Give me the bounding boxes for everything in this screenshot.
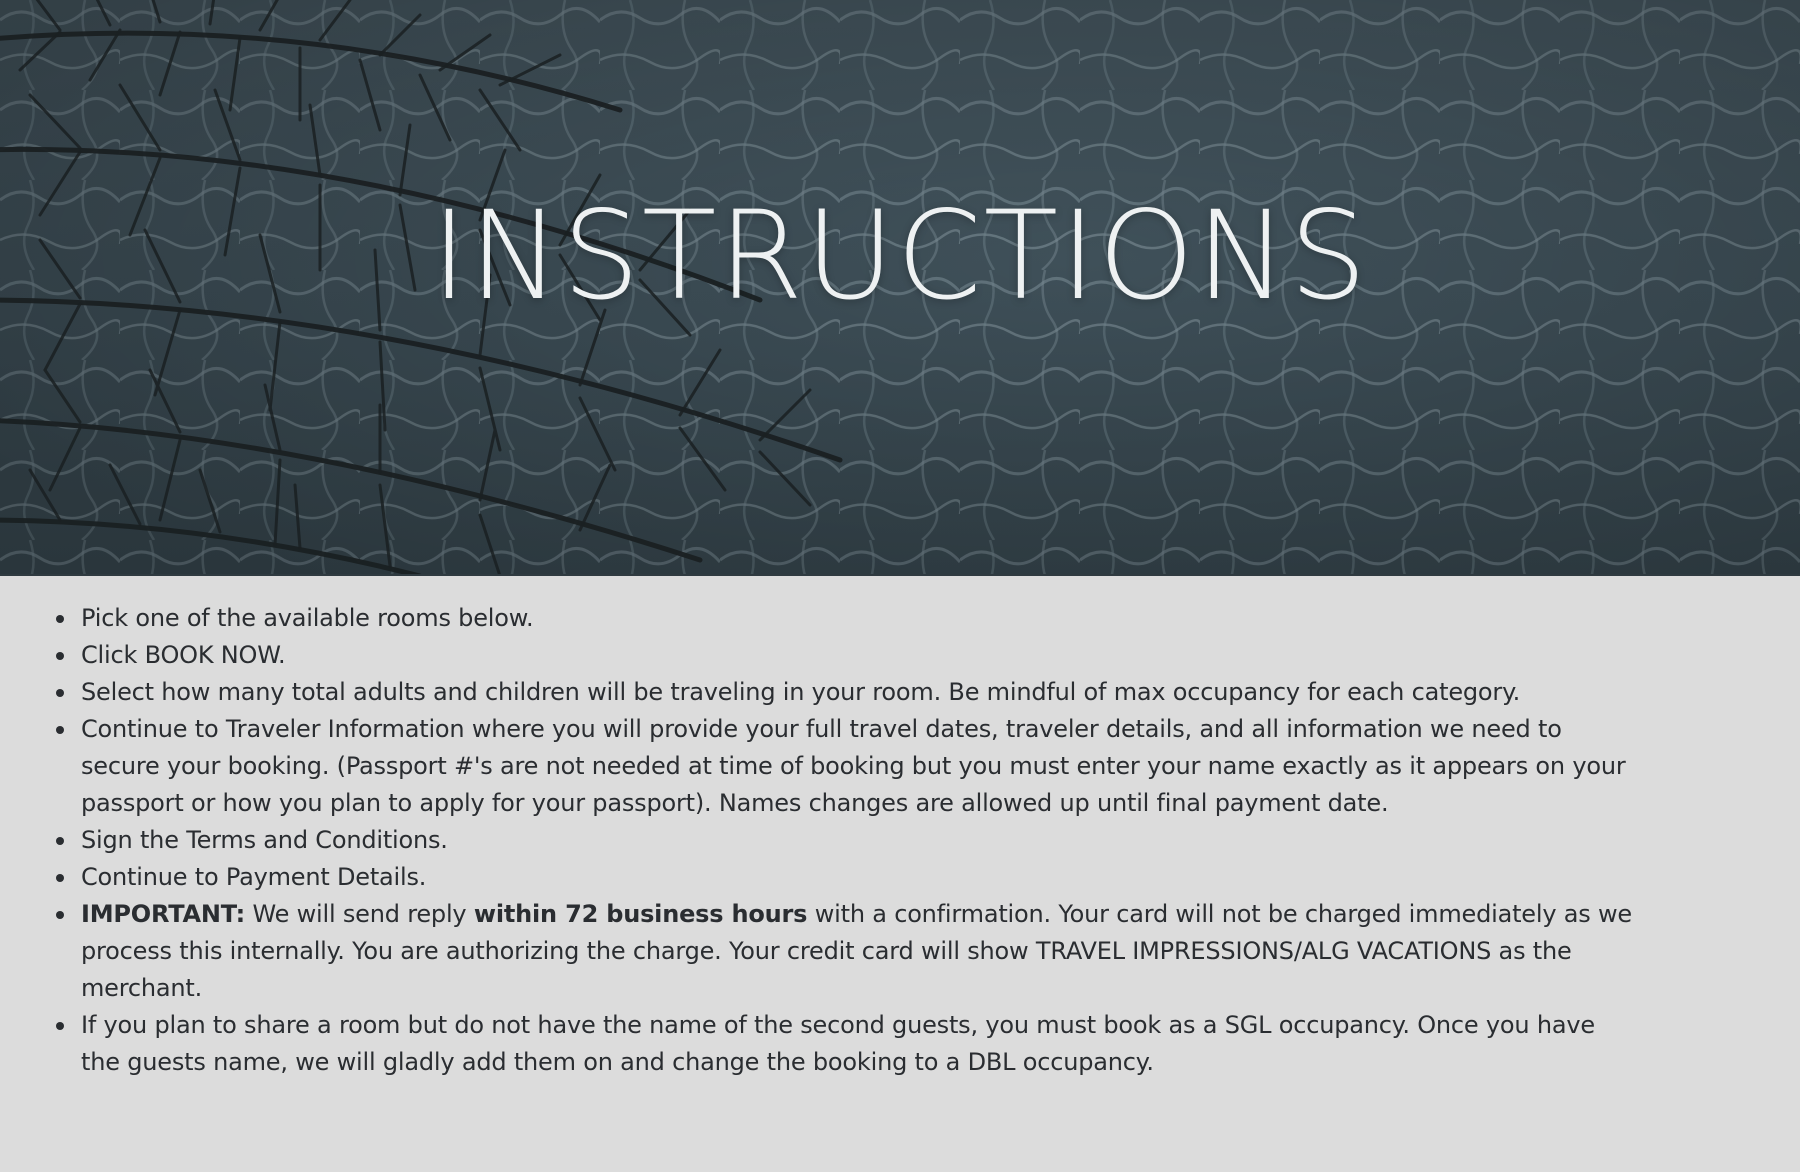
list-item (81, 600, 1641, 637)
list-item (81, 674, 1641, 711)
list-item-text: Continue to Traveler Information where you will provide your full travel dates, traveler details, and all information we need to secure your booking. (Passport #'s are not needed at time of booking but you must enter your name exactly as it appears on your passport or how you plan to apply for your passport). Names changes are allowed up until final payment date. (81, 715, 1626, 817)
list-item (81, 1007, 1641, 1081)
list-item-important (81, 896, 1641, 1007)
list-item-text: Pick one of the available rooms below. (81, 604, 534, 632)
list-item (81, 637, 1641, 674)
instructions-section (0, 600, 1800, 1081)
hero-banner (0, 0, 1800, 576)
list-item-text: Select how many total adults and children will be traveling in your room. Be mindful of max occupancy for each category. (81, 678, 1521, 706)
list-item-text: Sign the Terms and Conditions. (81, 826, 448, 854)
list-item (81, 822, 1641, 859)
page-title: INSTRUCTIONS (431, 185, 1369, 327)
instructions-list (0, 600, 1641, 1081)
important-label: IMPORTANT: (81, 900, 246, 928)
response-time-emphasis: within 72 business hours (473, 900, 808, 928)
hero-divider (0, 574, 1800, 576)
list-item-text: with a confirmation. Your card will not be charged immediately as we process this internally. You are authorizing the charge. Your credit card will show TRAVEL IMPRESSIONS/ALG VACATIONS as the merchant. (81, 900, 1632, 1002)
list-item-text: If you plan to share a room but do not have the name of the second guests, you must book as a SGL occupancy. Once you have the guests name, we will gladly add them on and change the booking to a DBL occupancy. (81, 1011, 1595, 1076)
list-item-text: Click BOOK NOW. (81, 641, 286, 669)
list-item (81, 711, 1641, 822)
list-item-text: Continue to Payment Details. (81, 863, 427, 891)
list-item (81, 859, 1641, 896)
list-item-text: We will send reply (245, 900, 474, 928)
